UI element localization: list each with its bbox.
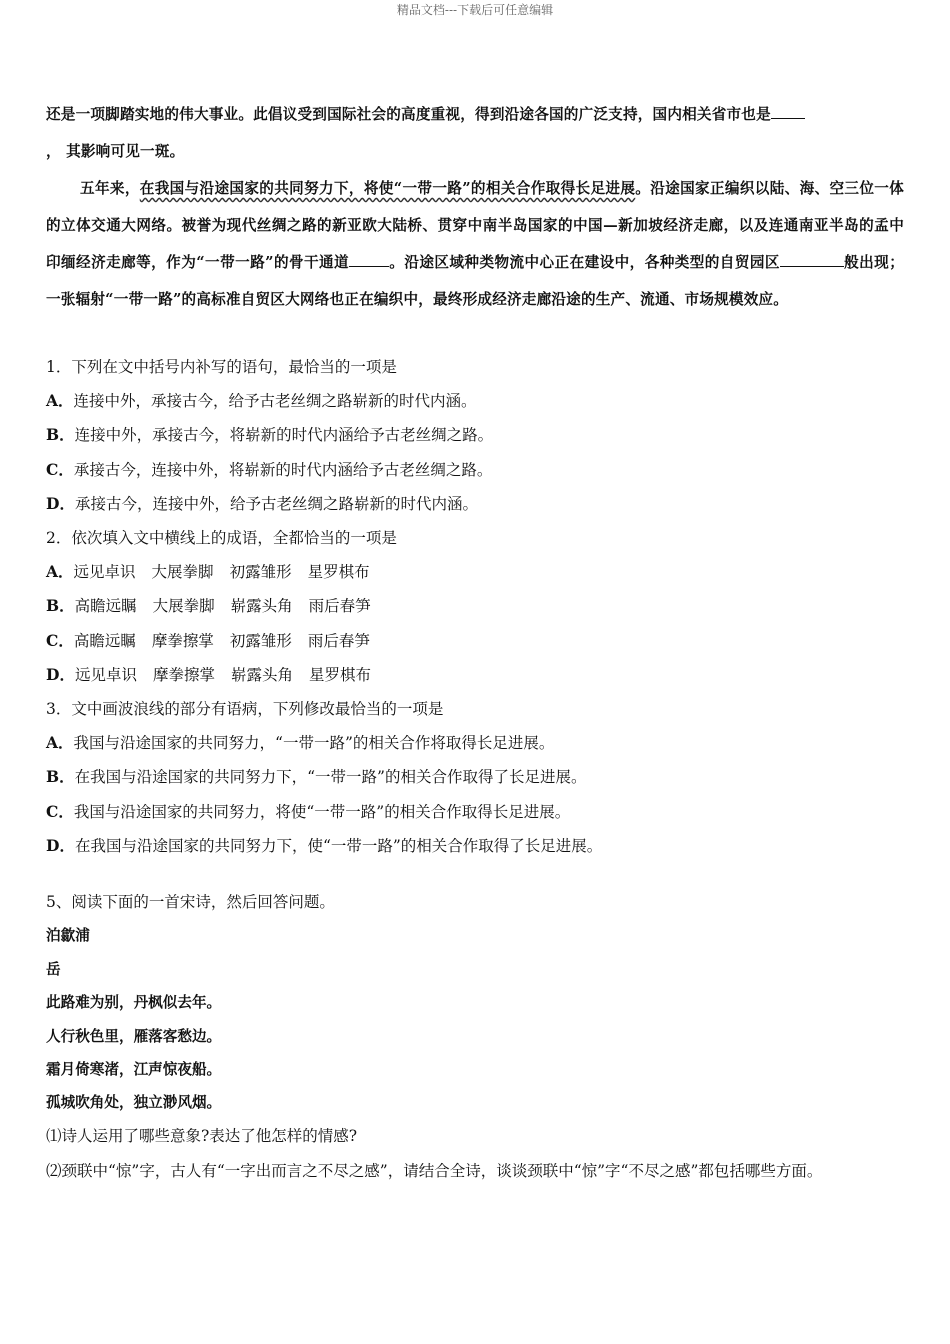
- poem-line: 人行秋色里，雁落客愁边。: [46, 1027, 222, 1045]
- option-label: C．: [46, 630, 74, 650]
- passage-text: 。沿途国家正编织以陆、海、空三位一体的立体交通大网络。被誉为现代丝绸之路的新亚欧大陆桥、贯穿中南半岛国家的中国—新加坡经济走廊，以及连通南亚半岛的孟中印缅经济走廊等，作为“一带一路”的骨干通道: [46, 180, 905, 271]
- option-text: 我国与沿途国家的共同努力，将使“一带一路”的相关合作取得长足进展。: [73, 802, 571, 821]
- wavy-underlined-sentence: 在我国与沿途国家的共同努力下，将使“一带一路”的相关合作取得长足进展: [139, 180, 636, 197]
- poem-title: 泊歙浦: [46, 927, 90, 945]
- blank-line: [780, 252, 844, 267]
- poem-question-2: ⑵颈联中“惊”字，古人有“一字出而言之不尽之感”，请结合全诗，谈谈颈联中“惊”字“不尽之感”都包括哪些方面。: [46, 1162, 823, 1181]
- poem-line: 霜月倚寒渚，江声惊夜船。: [46, 1061, 222, 1079]
- idiom: 雨后春笋: [307, 631, 370, 650]
- idiom: 崭露头角: [230, 597, 293, 616]
- question-2-option-b: [46, 589, 904, 623]
- option-label: D．: [46, 493, 75, 513]
- question-3-option-d: [46, 829, 904, 863]
- question-2-option-d: [46, 658, 904, 692]
- idiom: 崭露头角: [230, 665, 293, 684]
- poem-author: 岳: [46, 960, 61, 978]
- poem-section: [46, 886, 904, 1190]
- idiom: 摩拳擦掌: [152, 665, 215, 684]
- option-text: 承接古今，连接中外，给予古老丝绸之路崭新的时代内涵。: [74, 494, 478, 513]
- idiom: 高瞻远瞩: [73, 631, 136, 650]
- option-text: 承接古今，连接中外，将崭新的时代内涵给予古老丝绸之路。: [73, 460, 493, 479]
- question-1-option-a: [46, 384, 904, 418]
- option-label: D．: [46, 835, 75, 855]
- passage-text: ， 其影响可见一斑。: [46, 143, 185, 160]
- questions-section: [46, 350, 904, 863]
- page-header: 精品文档---下载后可任意编辑: [396, 3, 554, 17]
- option-label: B．: [46, 596, 75, 616]
- idiom: 高瞻远瞩: [74, 597, 137, 616]
- option-label: B．: [46, 425, 75, 445]
- question-1-option-b: [46, 418, 904, 452]
- poem-line: 孤城吹角处，独立渺风烟。: [46, 1094, 222, 1112]
- poem-question-1: ⑴诗人运用了哪些意象?表达了他怎样的情感?: [46, 1126, 358, 1145]
- option-text: 在我国与沿途国家的共同努力下，“一带一路”的相关合作取得了长足进展。: [74, 768, 587, 787]
- question-3-option-c: [46, 795, 904, 829]
- option-label: A．: [46, 391, 74, 411]
- passage-paragraph-2: [46, 170, 904, 318]
- question-3-option-b: [46, 760, 904, 794]
- option-text: 在我国与沿途国家的共同努力下，使“一带一路”的相关合作取得了长足进展。: [74, 836, 603, 855]
- idiom: 大展拳脚: [152, 597, 215, 616]
- idiom: 初露雏形: [229, 563, 292, 582]
- blank-line: [349, 252, 389, 267]
- question-1-option-d: [46, 487, 904, 521]
- reading-passage: [46, 96, 904, 318]
- option-text: 连接中外，承接古今，给予古老丝绸之路崭新的时代内涵。: [73, 392, 477, 411]
- idiom: 摩拳擦掌: [151, 631, 214, 650]
- idiom: 星罗棋布: [309, 665, 372, 684]
- question-1-option-c: [46, 453, 904, 487]
- question-3-stem: 3．文中画波浪线的部分有语病，下列修改最恰当的一项是: [46, 700, 444, 719]
- option-label: D．: [46, 664, 75, 684]
- option-label: C．: [46, 459, 74, 479]
- option-label: A．: [46, 733, 74, 753]
- passage-paragraph-1: [46, 96, 904, 170]
- idiom: 雨后春笋: [308, 597, 371, 616]
- idiom: 远见卓识: [73, 563, 136, 582]
- passage-text: 五年来，: [80, 180, 140, 197]
- idiom: 大展拳脚: [151, 563, 214, 582]
- option-text: 连接中外，承接古今，将崭新的时代内涵给予古老丝绸之路。: [74, 426, 494, 445]
- idiom: 初露雏形: [229, 631, 292, 650]
- idiom: 远见卓识: [74, 665, 137, 684]
- question-2-stem: 2．依次填入文中横线上的成语，全都恰当的一项是: [46, 529, 397, 548]
- passage-text: 。沿途区域种类物流中心正在建设中，各种类型的自贸园区: [389, 254, 780, 271]
- question-3-option-a: [46, 726, 904, 760]
- passage-text: 般出现；一张辐射“一带一路”的高标准自贸区大网络也正在编织中，最终形成经济走廊沿途的生产、流通、市场规模效应。: [46, 254, 904, 308]
- option-label: A．: [46, 562, 74, 582]
- question-2-option-c: [46, 624, 904, 658]
- question-1-stem: 1．下列在文中括号内补写的语句，最恰当的一项是: [46, 358, 397, 376]
- passage-text: 还是一项脚踏实地的伟大事业。此倡议受到国际社会的高度重视，得到沿途各国的广泛支持，国内相关省市也是: [46, 106, 771, 123]
- option-label: B．: [46, 767, 75, 787]
- question-2-option-a: [46, 555, 904, 589]
- idiom: 星罗棋布: [307, 563, 370, 582]
- poem-line: 此路难为别，丹枫似去年。: [46, 994, 222, 1012]
- option-text: 我国与沿途国家的共同努力，“一带一路”的相关合作将取得长足进展。: [73, 734, 555, 753]
- option-label: C．: [46, 801, 74, 821]
- blank-line: [771, 104, 805, 119]
- poem-intro: 5、阅读下面的一首宋诗，然后回答问题。: [46, 893, 335, 911]
